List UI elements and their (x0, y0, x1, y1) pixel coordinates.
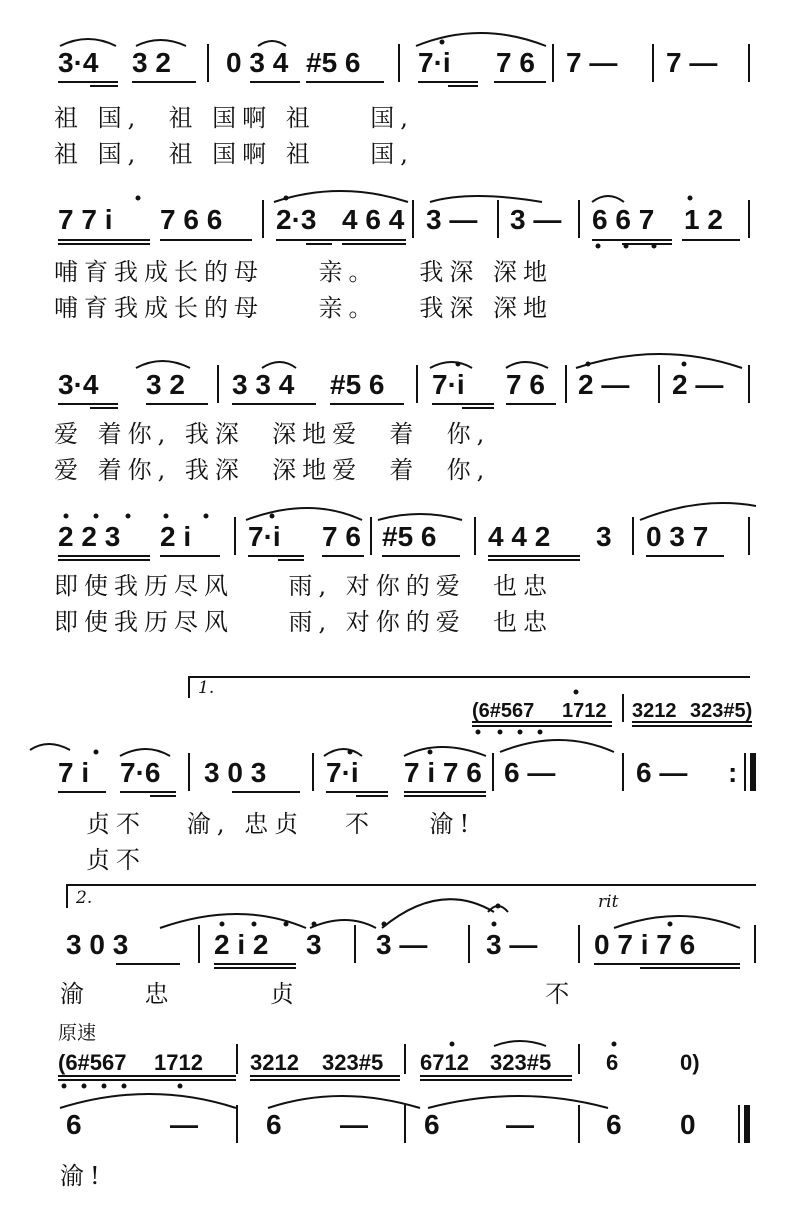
notes-sys3-g7: 2 — (578, 369, 630, 400)
notes-sys4-g4: 7 6 (322, 521, 361, 552)
barline (492, 753, 494, 791)
notes-sys1-g8: 7 — (666, 47, 718, 78)
barline (416, 365, 418, 403)
barline (404, 1044, 406, 1074)
barline (354, 925, 356, 963)
final-barline-thin (744, 753, 746, 791)
notes-sys4-g3: 7·i (248, 521, 281, 552)
barline (578, 1044, 580, 1074)
interlude-b-g5: 6712 (420, 1050, 469, 1075)
barline (658, 365, 660, 403)
notes-sys7-g2: — (170, 1109, 198, 1140)
notes-sys4-g8: 0 3 7 (646, 521, 709, 552)
notes-sys6-g2: 2 i 2 (214, 929, 269, 960)
barline (748, 200, 750, 238)
notes-sys5-g7: 6 — (636, 757, 688, 788)
notes-sys5-g4: 7·i (326, 757, 359, 788)
interlude-b-g3: 3212 (250, 1050, 299, 1075)
volta-1-line (188, 676, 750, 678)
notes-sys2-g8: 1 2 (684, 204, 723, 235)
barline (398, 44, 400, 82)
notes-sys7-g8: 0 (680, 1109, 696, 1140)
notes-sys5-g2: 7·6 (120, 757, 161, 788)
notes-sys5-g1: 7 i (58, 757, 90, 788)
barline (207, 44, 209, 82)
barline (578, 925, 580, 963)
notes-sys5-g3: 3 0 3 (204, 757, 267, 788)
notes-sys3-g1: 3·4 (58, 369, 99, 400)
lyric-sys2-verse2: 哺育我成长的母 亲。 我深 深地 (54, 294, 554, 322)
interlude-b-g6: 323#5 (490, 1050, 552, 1075)
barline (262, 200, 264, 238)
interlude-b-g2: 1712 (154, 1050, 203, 1075)
notes-sys1-g2: 3 2 (132, 47, 171, 78)
notes-sys6-g5: 3 — (486, 929, 538, 960)
notes-sys2-g7: 6 6 7 (592, 204, 655, 235)
notes-sys3-g5: 7·i (432, 369, 465, 400)
notes-sys1-g1: 3·4 (58, 47, 99, 78)
interlude-a-g2: 1712 (562, 700, 607, 722)
notes-sys1-g4: #5 6 (306, 47, 361, 78)
interlude-a-g4: 323#5) (690, 700, 753, 722)
barline (748, 365, 750, 403)
notes-sys4-g5: #5 6 (382, 521, 437, 552)
notes-sys4-g1: 2 2 3 (58, 521, 121, 552)
barline (578, 200, 580, 238)
volta-1-label: 1. (198, 678, 215, 698)
repeat-dots: : (728, 757, 738, 788)
notes-sys4-g6: 4 4 2 (488, 521, 551, 552)
volta-2-line (66, 884, 756, 886)
final-barline-thick (744, 1105, 750, 1143)
lyric-sys5-verse1: 贞不 渝, 忠贞 不 渝! (86, 810, 476, 838)
notes-sys5-g6: 6 — (504, 757, 556, 788)
barline (622, 753, 624, 791)
volta-1-hook (188, 676, 190, 698)
barline (748, 517, 750, 555)
notes-sys4-g2: 2 i (160, 521, 192, 552)
final-barline-thick (750, 753, 756, 791)
lyric-sys3-verse1: 爱 着你, 我深 深地爱 着 你, (54, 420, 491, 448)
notes-sys3-g4: #5 6 (330, 369, 385, 400)
barline (312, 753, 314, 791)
notes-sys7-g3: 6 (266, 1109, 282, 1140)
notes-sys5-g5: 7 i 7 6 (404, 757, 482, 788)
notes-sys7-g6: — (506, 1109, 534, 1140)
notes-sys6-g3: 3 (306, 929, 322, 960)
notes-sys1-g6: 7 6 (496, 47, 535, 78)
notes-sys7-g4: — (340, 1109, 368, 1140)
barline (552, 44, 554, 82)
lyric-sys7: 渝! (60, 1162, 106, 1190)
barline (188, 753, 190, 791)
interlude-b-g4: 323#5 (322, 1050, 384, 1075)
notes-sys6-g4: 3 — (376, 929, 428, 960)
barline (404, 1105, 406, 1143)
notes-sys2-g2: 7 6 6 (160, 204, 223, 235)
volta-2-hook (66, 884, 68, 908)
barline (622, 694, 624, 722)
barline (198, 925, 200, 963)
notes-sys4-g7: 3 (596, 521, 612, 552)
notes-sys6-g1: 3 0 3 (66, 929, 129, 960)
barline (236, 1105, 238, 1143)
notes-sys6-g6: 0 7 i 7 6 (594, 929, 696, 960)
barline (474, 517, 476, 555)
lyric-sys3-verse2: 爱 着你, 我深 深地爱 着 你, (54, 456, 491, 484)
notes-sys1-g7: 7 — (566, 47, 618, 78)
barline (754, 925, 756, 963)
barline (412, 200, 414, 238)
interlude-a-g1: (6#567 (472, 700, 535, 722)
notes-sys1-g5: 7·i (418, 47, 451, 78)
interlude-b-g7: 6 (606, 1050, 619, 1075)
lyric-sys1-verse2: 祖 国, 祖 国啊 祖 国, (54, 140, 414, 168)
lyric-sys2-verse1: 哺育我成长的母 亲。 我深 深地 (54, 258, 554, 286)
lyric-sys6: 渝 忠 贞 不 (60, 980, 576, 1008)
notes-sys7-g5: 6 (424, 1109, 440, 1140)
notes-sys2-g4: 4 6 4 (342, 204, 405, 235)
final-barline-thin (738, 1105, 740, 1143)
notes-sys3-g8: 2 — (672, 369, 724, 400)
barline (370, 517, 372, 555)
volta-2-label: 2. (76, 888, 93, 908)
notes-sys2-g1: 7 7 i (58, 204, 113, 235)
barline (468, 925, 470, 963)
notes-sys2-g5: 3 — (426, 204, 478, 235)
tempo-rit: rit (598, 892, 619, 912)
interlude-a-g3: 3212 (632, 700, 677, 722)
lyric-sys4-verse1: 即使我历尽风 雨, 对你的爱 也忠 (54, 572, 554, 600)
lyric-sys5-verse2: 贞不 (86, 846, 146, 874)
barline (632, 517, 634, 555)
notes-sys2-g3: 2·3 (276, 204, 317, 235)
tempo-original: 原速 (58, 1022, 97, 1044)
barline (236, 1044, 238, 1074)
barline (652, 44, 654, 82)
barline (565, 365, 567, 403)
lyric-sys1-verse1: 祖 国, 祖 国啊 祖 国, (54, 104, 414, 132)
barline (217, 365, 219, 403)
notes-sys7-g1: 6 (66, 1109, 82, 1140)
notes-sys7-g7: 6 (606, 1109, 622, 1140)
notes-sys3-g3: 3 3 4 (232, 369, 295, 400)
interlude-b-g1: (6#567 (58, 1050, 127, 1075)
interlude-b-g8: 0) (680, 1050, 700, 1075)
notes-sys3-g6: 7 6 (506, 369, 545, 400)
barline (578, 1105, 580, 1143)
notes-sys1-g3: 0 3 4 (226, 47, 289, 78)
barline (748, 44, 750, 82)
barline (497, 200, 499, 238)
notes-sys3-g2: 3 2 (146, 369, 185, 400)
lyric-sys4-verse2: 即使我历尽风 雨, 对你的爱 也忠 (54, 608, 554, 636)
notes-sys2-g6: 3 — (510, 204, 562, 235)
barline (234, 517, 236, 555)
